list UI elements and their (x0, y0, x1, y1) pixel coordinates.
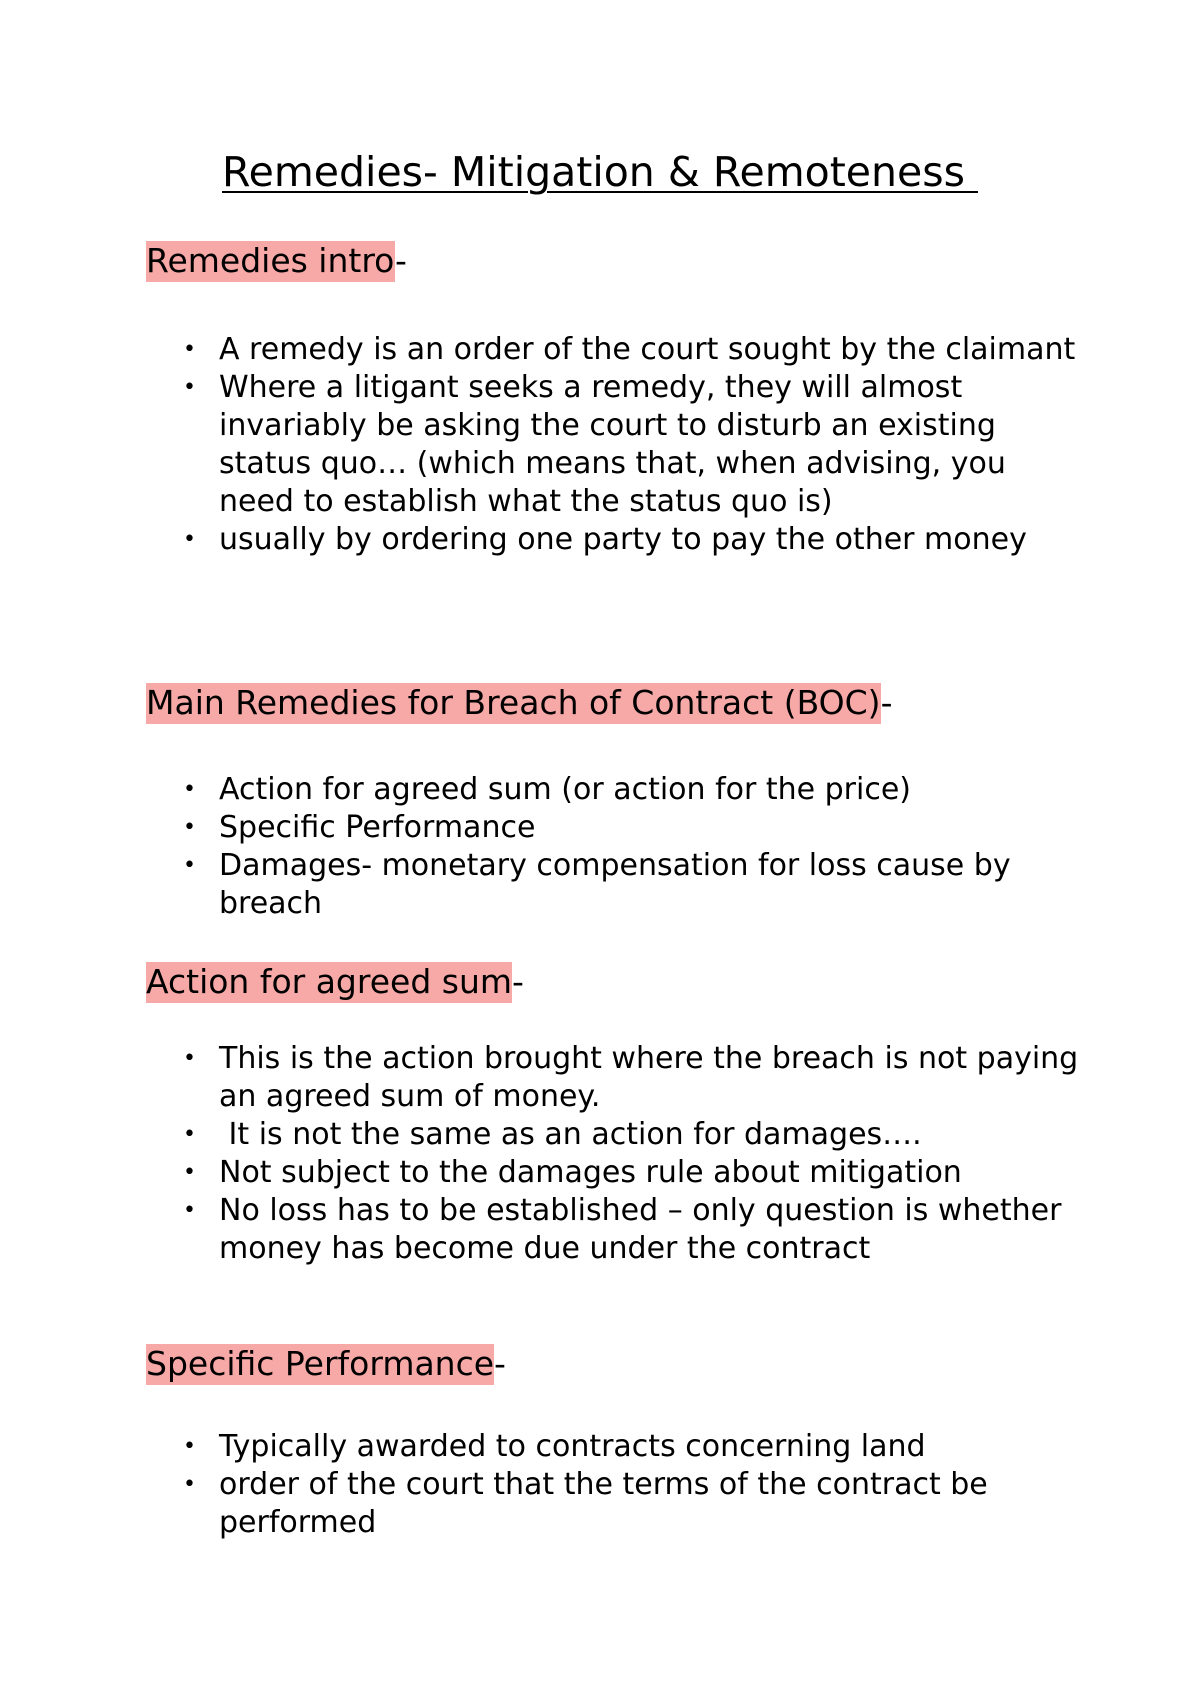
list-item (0, 809, 1079, 847)
section-heading-suffix: - (512, 962, 524, 1001)
bullet-icon: • (183, 1046, 196, 1071)
section-heading-text: Specific Performance (146, 1344, 495, 1383)
bullet-icon: • (183, 1198, 196, 1223)
bullet-icon: • (183, 1160, 196, 1185)
section-heading-remedies-intro (146, 240, 407, 282)
bullet-icon: • (183, 815, 196, 840)
list-item (0, 771, 1079, 809)
list-item (0, 1466, 1079, 1542)
list-item (0, 1428, 1079, 1466)
list-item-text: No loss has to be established – only question is whether money has become due under the contract (219, 1193, 1071, 1266)
bullet-icon: • (183, 527, 196, 552)
list-item-text: Specific Performance (219, 810, 536, 845)
bullet-icon: • (183, 853, 196, 878)
list-item (0, 1154, 1079, 1192)
list-item-text: Not subject to the damages rule about mitigation (219, 1155, 962, 1190)
document-title-text: Remedies- Mitigation & Remoteness (222, 148, 978, 196)
bullet-list-main-remedies (0, 771, 1200, 923)
bullet-icon: • (183, 337, 196, 362)
list-item-text: Damages- monetary compensation for loss cause by breach (219, 848, 1021, 921)
list-item-text: This is the action brought where the breach is not paying an agreed sum of money. (219, 1041, 1088, 1114)
list-item (0, 847, 1079, 923)
list-item-text: Typically awarded to contracts concerning land (219, 1429, 926, 1464)
document-title (0, 147, 1200, 197)
section-heading-suffix: - (494, 1344, 506, 1383)
list-item (0, 369, 1079, 521)
bullet-list-specific-performance (0, 1428, 1200, 1542)
bullet-icon: • (183, 1472, 196, 1497)
section-heading-text: Remedies intro (146, 241, 395, 280)
list-item-text: Where a litigant seeks a remedy, they will almost invariably be asking the court to disturb an existing status quo… (which means that, when advising, you need to establish what the status quo is) (219, 370, 1016, 519)
list-item (0, 1116, 1079, 1154)
section-heading-suffix: - (880, 683, 893, 722)
list-item (0, 1040, 1088, 1116)
bullet-icon: • (183, 375, 196, 400)
list-item-text: order of the court that the terms of the contract be performed (219, 1467, 998, 1540)
bullet-list-remedies-intro (0, 331, 1200, 559)
section-heading-text: Action for agreed sum (146, 962, 513, 1001)
list-item-text: It is not the same as an action for damages…. (219, 1117, 922, 1152)
section-heading-text: Main Remedies for Breach of Contract (BOC) (146, 683, 881, 722)
list-item-text: usually by ordering one party to pay the other money (219, 522, 1027, 557)
bullet-icon: • (183, 777, 196, 802)
bullet-icon: • (183, 1434, 196, 1459)
list-item (0, 331, 1079, 369)
section-heading-specific-performance (146, 1343, 506, 1385)
list-item (0, 521, 1079, 559)
bullet-icon: • (183, 1122, 196, 1147)
list-item-text: Action for agreed sum (or action for the price) (219, 772, 912, 807)
list-item (0, 1192, 1079, 1268)
section-heading-suffix: - (394, 241, 407, 280)
section-heading-action-agreed-sum (146, 961, 524, 1003)
list-item-text: A remedy is an order of the court sought by the claimant (219, 332, 1076, 367)
bullet-list-action-agreed-sum (0, 1040, 1200, 1268)
section-heading-main-remedies (146, 682, 892, 724)
